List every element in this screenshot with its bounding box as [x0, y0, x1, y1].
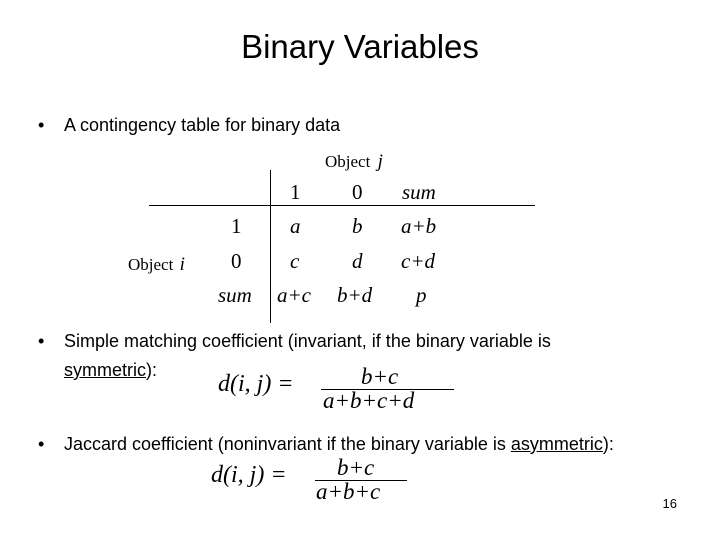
symmetric-term: symmetric — [64, 360, 146, 380]
row-header-1: 1 — [231, 214, 242, 238]
bullet-text: Simple matching coefficient (invariant, if the binary variable is — [64, 331, 551, 351]
bullet-smc-continuation: symmetric): — [64, 360, 157, 380]
bullet-text: Jaccard coefficient (noninvariant if the binary variable is asymmetric): — [64, 434, 614, 454]
table-header-divider — [149, 205, 535, 206]
smc-denominator: a+b+c+d — [323, 388, 415, 413]
bullet-dot: • — [38, 115, 45, 135]
object-j-label: Object j — [325, 151, 383, 172]
cell-a-plus-b: a+b — [401, 214, 437, 238]
col-header-1: 1 — [290, 180, 301, 204]
cell-p: p — [416, 283, 427, 307]
smc-lhs: d(i, j) = — [218, 371, 294, 397]
smc-numerator: b+c — [361, 364, 399, 389]
col-header-0: 0 — [352, 180, 363, 204]
asymmetric-term: asymmetric — [510, 434, 603, 454]
row-header-0: 0 — [231, 249, 242, 273]
cell-b: b — [352, 214, 363, 238]
slide-title: Binary Variables — [241, 28, 479, 65]
col-header-sum: sum — [402, 180, 436, 204]
jaccard-lhs: d(i, j) = — [211, 462, 287, 488]
jaccard-numerator: b+c — [337, 455, 375, 480]
row-header-sum: sum — [218, 283, 252, 307]
cell-c-plus-d: c+d — [401, 249, 435, 273]
table-row-divider — [270, 170, 271, 323]
bullet-text: A contingency table for binary data — [64, 115, 341, 135]
cell-a: a — [290, 214, 301, 238]
bullet-dot: • — [38, 434, 45, 454]
cell-c: c — [290, 249, 300, 273]
cell-d: d — [352, 249, 363, 273]
cell-b-plus-d: b+d — [337, 283, 373, 307]
jaccard-denominator: a+b+c — [316, 479, 381, 504]
cell-a-plus-c: a+c — [277, 283, 311, 307]
page-number: 16 — [662, 496, 677, 511]
bullet-dot: • — [38, 331, 45, 351]
object-i-label: Object i — [128, 254, 185, 275]
